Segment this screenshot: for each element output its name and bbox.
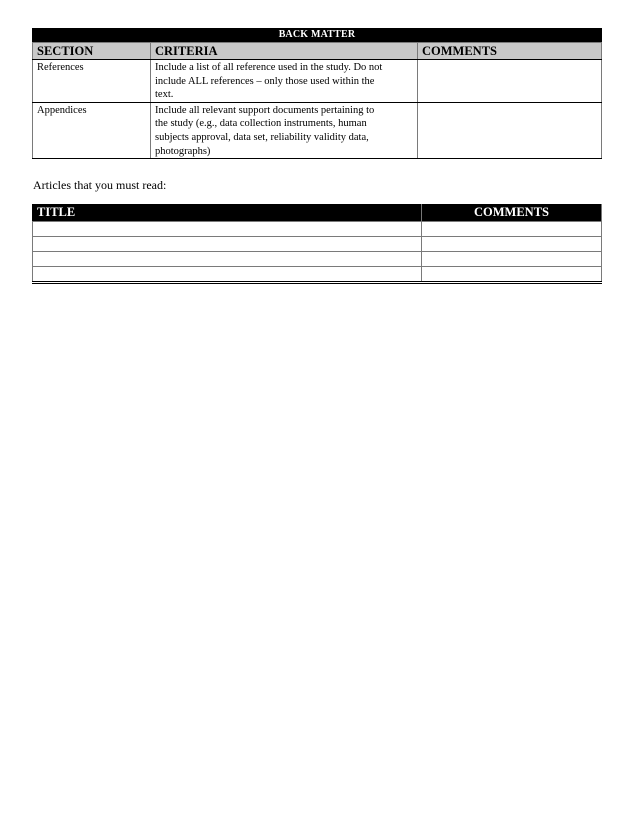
back-matter-title	[33, 28, 602, 43]
criteria-cell-references	[151, 60, 418, 103]
criteria-line: text.	[155, 89, 174, 101]
article-title-cell[interactable]	[33, 222, 422, 237]
article-comments-cell[interactable]	[422, 252, 602, 267]
section-cell-references: References	[33, 60, 151, 103]
criteria-line: photographs)	[155, 145, 211, 157]
article-title-cell[interactable]	[33, 267, 422, 283]
articles-table	[32, 204, 602, 284]
article-comments-cell[interactable]	[422, 237, 602, 252]
criteria-column-header: CRITERIA	[151, 43, 418, 60]
back-matter-table	[32, 28, 602, 159]
comments-cell-appendices[interactable]	[418, 102, 602, 158]
criteria-line: include ALL references – only those used within the	[155, 75, 375, 87]
back-matter-header-row	[33, 43, 602, 60]
section-column-header: SECTION	[33, 43, 151, 60]
article-title-cell[interactable]	[33, 252, 422, 267]
back-matter-title-part-1: ACK	[285, 29, 311, 40]
back-matter-title-row	[33, 28, 602, 43]
section-cell-appendices: Appendices	[33, 102, 151, 158]
table-row	[33, 237, 602, 252]
article-comments-cell[interactable]	[422, 222, 602, 237]
articles-intro-text: Articles that you must read:	[33, 178, 167, 192]
criteria-line: Include a list of all reference used in the study. Do not	[155, 62, 383, 73]
comments-column-header: COMMENTS	[418, 43, 602, 60]
back-matter-title-part-2: MATTER	[310, 29, 356, 40]
criteria-line: the study (e.g., data collection instruments, human	[155, 118, 367, 130]
article-title-cell[interactable]	[33, 237, 422, 252]
articles-header-row	[33, 204, 602, 222]
criteria-line: Include all relevant support documents pertaining to	[155, 104, 375, 116]
articles-comments-column-header: COMMENTS	[422, 204, 602, 222]
back-matter-title-initial: B	[278, 29, 286, 40]
comments-cell-references[interactable]	[418, 60, 602, 103]
table-row	[33, 222, 602, 237]
criteria-cell-appendices	[151, 102, 418, 158]
title-column-header: TITLE	[33, 204, 422, 222]
table-row	[33, 60, 602, 103]
table-row	[33, 252, 602, 267]
table-row	[33, 102, 602, 158]
article-comments-cell[interactable]	[422, 267, 602, 283]
table-row	[33, 267, 602, 283]
criteria-line: subjects approval, data set, reliability validity data,	[155, 131, 369, 143]
